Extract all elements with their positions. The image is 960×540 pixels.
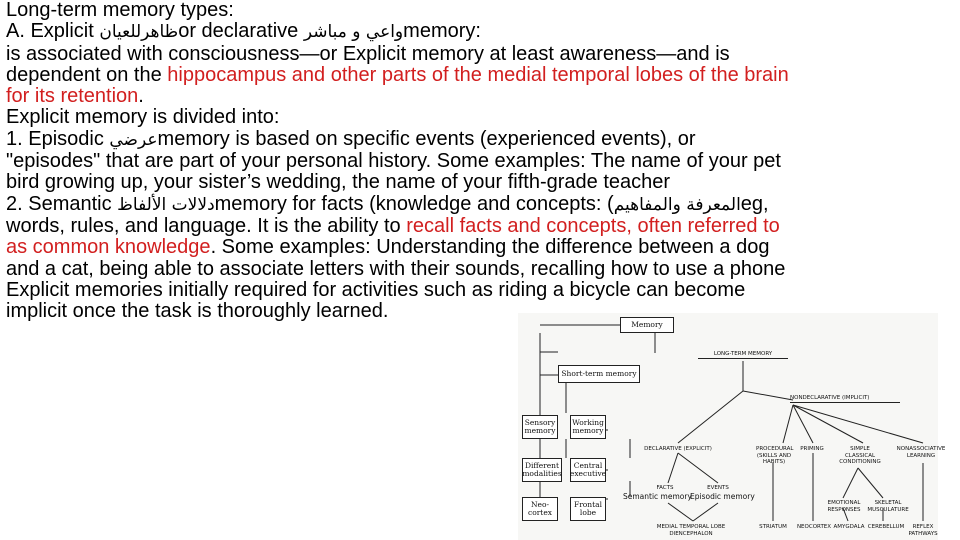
working-memory-node: Working memory [570,415,606,439]
paragraph-line [6,65,954,86]
paragraph-line: bird growing up, your sister’s wedding, the name of your fifth-grade teacher [6,171,671,194]
semantic-memory-label: Semantic memory [623,492,692,501]
paragraph-line [6,216,954,237]
text-run: eg, [740,192,769,215]
highlight-text: hippocampus and other parts of the medial temporal lobes of the brain [167,63,789,86]
text-run: memory: [403,20,481,43]
striatum-node: STRIATUM [759,524,787,530]
paragraph-line: Explicit memories initially required for activities such as riding a bicycle can become [6,278,746,301]
long-term-memory-node: LONG-TERM MEMORY [698,351,788,359]
episodic-line [6,129,954,151]
events-node: EVENTS [707,485,729,491]
priming-node: PRIMING [800,446,824,452]
central-executive-node: Central executive [570,458,606,482]
episodic-memory-label: Episodic memory [690,492,755,501]
sensory-memory-node: Sensory memory [522,415,558,439]
nondeclarative-node: NONDECLARATIVE (IMPLICIT) [790,395,900,403]
text-run: memory is based on specific events (experienced events), or [157,127,696,150]
paragraph-line [6,86,954,107]
skeletal-musculature-node: SKELETAL MUSCULATURE [867,500,909,513]
highlight-text: as common knowledge [6,236,211,259]
arabic-term: عرضي [109,129,158,150]
text-run: . Some examples: Understanding the difference between a dog [210,236,770,259]
semantic-line [6,194,954,216]
paragraph-line: is associated with consciousness—or Explicit memory at least awareness—and is [6,42,730,65]
arabic-term: دلالات الألفاظ [117,194,215,215]
paragraph-line: implicit once the task is thoroughly learned. [6,300,389,323]
nonassociative-learning-node: NONASSOCIATIVE LEARNING [896,446,946,459]
arabic-term: ظاهرللعيان [99,22,179,43]
facts-node: FACTS [656,485,674,491]
neocortex-node: NEOCORTEX [796,524,832,530]
slide-body [6,0,954,322]
text-run: or declarative [178,20,304,43]
text-run: words, rules, and language. It is the ability to [6,214,407,237]
memory-node: Memory [620,317,674,333]
memory-taxonomy-diagram [518,313,946,540]
paragraph-line [6,237,954,258]
text-run: . [138,85,144,108]
arabic-term: واعي و مباشر [303,22,404,43]
frontal-lobe-node: Frontal lobe [570,497,606,521]
short-term-memory-node: Short-term memory [558,365,640,383]
explicit-heading [6,21,954,43]
paragraph-line: Explicit memory is divided into: [6,106,280,129]
paragraph-line: and a cat, being able to associate letters with their sounds, recalling how to use a phone [6,257,786,280]
different-modalities-node: Different modalities [522,458,562,482]
highlight-text: recall facts and concepts, often referred to [406,214,780,237]
text-run: 2. Semantic [6,192,118,215]
neocortex-box-node: Neo-cortex [522,497,558,521]
text-run: memory for facts (knowledge and concepts: ( [214,192,614,215]
paragraph-line: "episodes" that are part of your personal history. Some examples: The name of your pet [6,150,781,173]
declarative-node: DECLARATIVE (EXPLICIT) [644,446,712,452]
amygdala-node: AMYGDALA [833,524,865,530]
simple-classical-conditioning-node: SIMPLE CLASSICAL CONDITIONING [839,446,881,465]
cerebellum-node: CEREBELLUM [867,524,905,530]
text-run: dependent on the [6,63,168,86]
arabic-term: المعرفة والمفاهيم [613,194,741,215]
medial-temporal-lobe-node: MEDIAL TEMPORAL LOBE DIENCEPHALON [656,524,726,537]
reflex-pathways-node: REFLEX PATHWAYS [908,524,938,537]
emotional-responses-node: EMOTIONAL RESPONSES [827,500,861,513]
text-run: 1. Episodic [6,127,110,150]
text-run: A. Explicit [6,20,100,43]
heading-long-term: Long-term memory types: [6,0,234,21]
procedural-node: PROCEDURAL (SKILLS AND HABITS) [756,446,794,465]
highlight-text: for its retention [6,85,139,108]
